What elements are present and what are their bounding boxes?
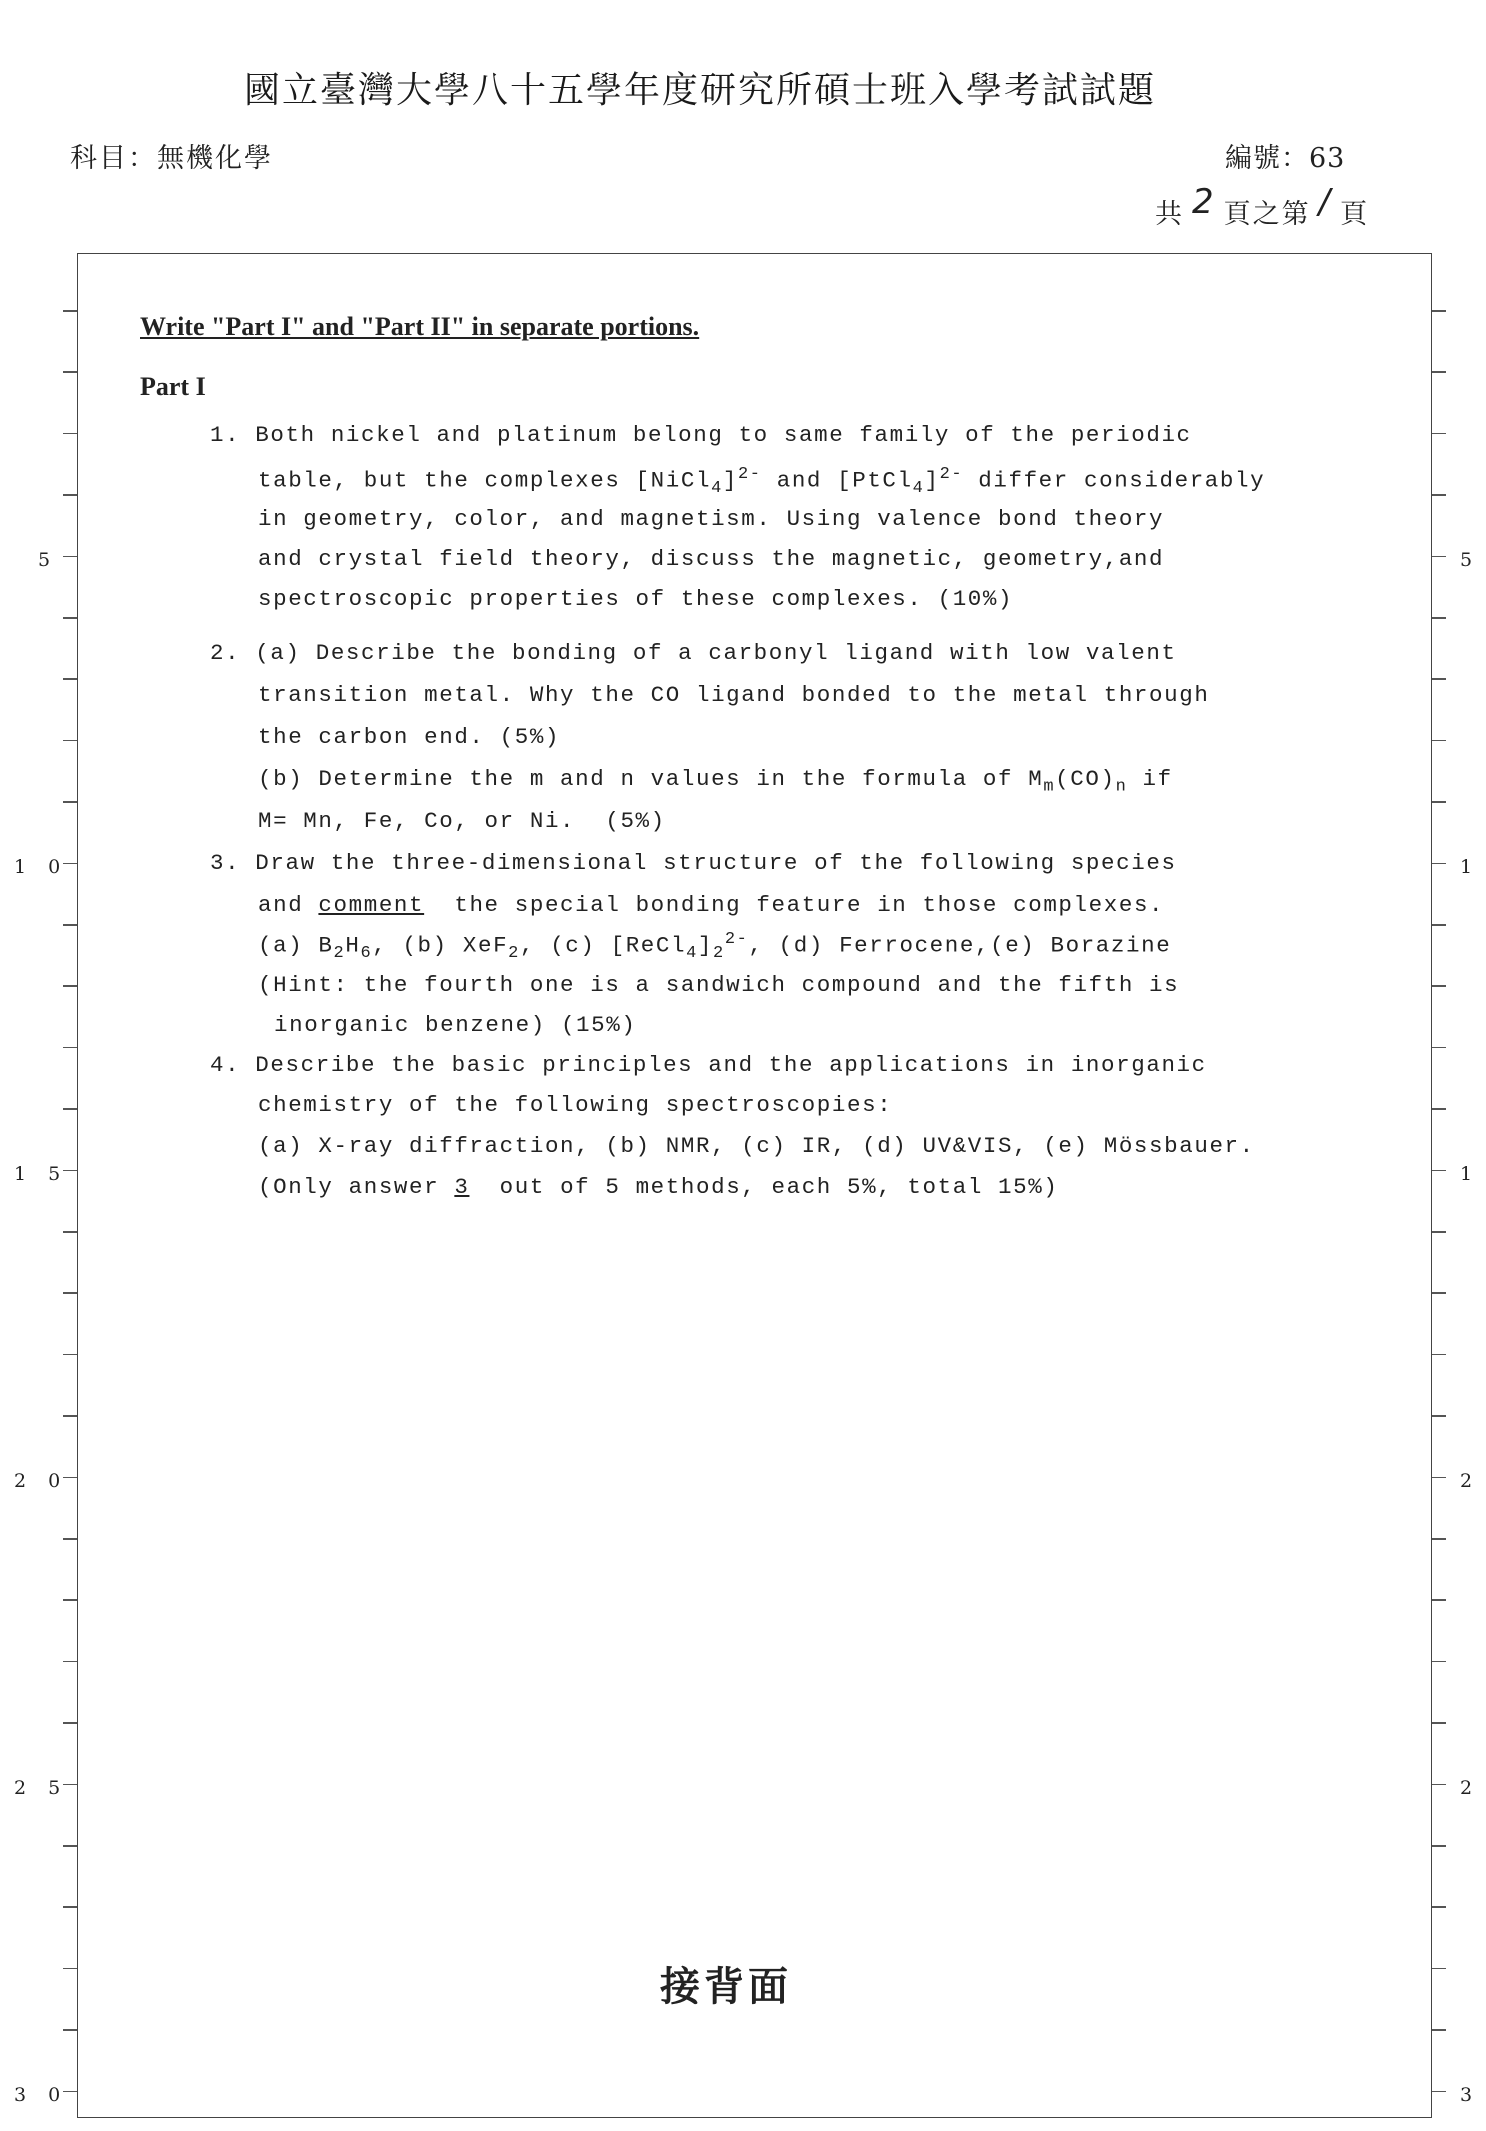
margin-tick [1432, 1599, 1446, 1601]
margin-tick [1432, 1170, 1446, 1172]
q3-sub: 2 [333, 944, 346, 963]
margin-tick [1432, 556, 1446, 558]
q3-text: , (c) [ReCl [519, 932, 687, 959]
margin-tick [63, 678, 77, 680]
margin-tick [63, 1047, 77, 1049]
margin-tick [1432, 2029, 1446, 2031]
subject-label: 科目：無機化學 [70, 143, 273, 174]
q1-text: ] [924, 467, 940, 494]
q1-sup: 2- [738, 465, 762, 484]
margin-number-right-15: 1 [1460, 1163, 1473, 1185]
margin-tick [1432, 1538, 1446, 1540]
q1-line-4: and crystal field theory, discuss the magnetic, geometry,and [258, 546, 1165, 572]
margin-tick [63, 1231, 77, 1233]
part-heading: Part I [140, 372, 206, 401]
margin-tick [1432, 1047, 1446, 1049]
margin-number-left-25: 2 5 [14, 1777, 69, 1799]
margin-tick [63, 433, 77, 435]
instruction: Write "Part I" and "Part II" in separate portions. [140, 312, 700, 341]
page-count [1155, 182, 1370, 232]
margin-tick [1432, 863, 1446, 865]
margin-tick [63, 494, 77, 496]
margin-tick [63, 1292, 77, 1294]
margin-tick [1432, 1477, 1446, 1479]
q3-text: the special bonding feature in those complexes. [424, 892, 1165, 918]
q1-text: and [PtCl [761, 467, 913, 494]
margin-tick [1432, 1906, 1446, 1908]
margin-number-left-5: 5 [38, 549, 59, 571]
margin-tick [1432, 1108, 1446, 1110]
continue-on-back: 接背面 [660, 1963, 792, 2010]
q3-line-2 [258, 892, 1164, 918]
q4-line-2: chemistry of the following spectroscopies: [258, 1092, 893, 1118]
page-total: 2 [1192, 182, 1216, 222]
margin-tick [63, 801, 77, 803]
margin-tick [1432, 985, 1446, 987]
q1-sub: 4 [711, 479, 723, 498]
margin-number-right-25: 2 [1460, 1777, 1473, 1799]
margin-tick [1432, 924, 1446, 926]
margin-tick [63, 1538, 77, 1540]
margin-number-right-30: 3 [1460, 2084, 1473, 2106]
q1-text: differ considerably [963, 467, 1266, 494]
margin-tick [63, 2029, 77, 2031]
q3-line-5: inorganic benzene) (15%) [274, 1012, 637, 1038]
margin-tick [1432, 310, 1446, 312]
margin-tick [63, 924, 77, 926]
q1-sub: 4 [912, 479, 925, 498]
q4-underlined-number: 3 [454, 1174, 470, 1200]
q3-text: ] [697, 932, 714, 959]
q3-text: (a) B [258, 932, 334, 959]
q2-line-2: transition metal. Why the CO ligand bonded to the metal through [258, 682, 1210, 708]
q2-text: (CO) [1055, 766, 1116, 792]
page-count-middle: 頁之第 [1223, 199, 1311, 230]
margin-tick [63, 556, 77, 558]
q2-sub: m [1043, 777, 1056, 797]
q1-line-2 [258, 465, 1265, 498]
margin-tick [63, 1599, 77, 1601]
page-count-suffix: 頁 [1340, 199, 1370, 230]
margin-number-left-15: 1 5 [14, 1163, 69, 1185]
margin-number-right-20: 2 [1460, 1470, 1473, 1492]
margin-tick [1432, 494, 1446, 496]
q4-text: (Only answer [258, 1174, 455, 1200]
q3-line-3 [258, 930, 1171, 963]
q1-text: ] [722, 467, 738, 494]
q3-sup: 2- [724, 930, 749, 949]
margin-number-left-10: 1 0 [14, 856, 69, 878]
q3-text: , (b) XeF [372, 932, 509, 959]
margin-tick [1432, 1722, 1446, 1724]
margin-tick [63, 1108, 77, 1110]
q4-line-3: (a) X-ray diffraction, (b) NMR, (c) IR, (d) UV&VIS, (e) Mössbauer. [258, 1133, 1255, 1159]
exam-title: 國立臺灣大學八十五學年度研究所碩士班入學考試試題 [243, 70, 1156, 111]
page-current: / [1318, 182, 1333, 222]
q4-text: out of 5 methods, each 5%, total 15%) [469, 1174, 1059, 1200]
q2-text: if [1127, 766, 1173, 792]
margin-number-left-30: 3 0 [14, 2084, 69, 2106]
q1-line-3: in geometry, color, and magnetism. Using valence bond theory [258, 506, 1165, 532]
q1-line-1: 1. Both nickel and platinum belong to same family of the periodic [210, 422, 1192, 448]
margin-tick [1432, 1845, 1446, 1847]
margin-tick [1432, 1661, 1446, 1663]
q3-line-4: (Hint: the fourth one is a sandwich compound and the fifth is [258, 972, 1180, 998]
q1-line-5: spectroscopic properties of these complexes. (10%) [258, 586, 1014, 612]
q3-line-1: 3. Draw the three-dimensional structure of the following species [210, 850, 1177, 876]
margin-tick [1432, 433, 1446, 435]
q2-line-4 [258, 766, 1173, 797]
margin-tick [1432, 740, 1446, 742]
margin-tick [1432, 617, 1446, 619]
margin-tick [63, 1722, 77, 1724]
margin-tick [63, 371, 77, 373]
q1-sup: 2- [939, 465, 964, 484]
q3-sub: 2 [508, 944, 520, 963]
q4-line-4 [258, 1174, 1058, 1200]
margin-tick [63, 1415, 77, 1417]
margin-tick [1432, 1784, 1446, 1786]
q2-line-3: the carbon end. (5%) [258, 724, 561, 750]
margin-tick [63, 310, 77, 312]
margin-tick [1432, 678, 1446, 680]
margin-tick [63, 617, 77, 619]
q2-sub: n [1115, 777, 1128, 797]
page-count-prefix: 共 [1155, 199, 1184, 230]
margin-tick [1432, 1292, 1446, 1294]
margin-number-left-20: 2 0 [14, 1470, 69, 1492]
q2-line-1: 2. (a) Describe the bonding of a carbonyl ligand with low valent [210, 640, 1177, 666]
margin-tick [63, 740, 77, 742]
margin-tick [1432, 801, 1446, 803]
margin-tick [63, 1354, 77, 1356]
q3-sub: 2 [713, 944, 725, 963]
q3-sub: 6 [360, 944, 373, 963]
q3-text: , (d) Ferrocene,(e) Borazine [748, 932, 1172, 959]
margin-tick [1432, 1354, 1446, 1356]
margin-tick [63, 1661, 77, 1663]
margin-number-right-10: 1 [1460, 856, 1473, 878]
q3-text: and [258, 892, 319, 918]
margin-tick [1432, 1968, 1446, 1970]
margin-number-right-5: 5 [1460, 549, 1473, 571]
q3-sub: 4 [686, 944, 698, 963]
margin-tick [63, 1845, 77, 1847]
margin-tick [63, 1968, 77, 1970]
q1-text: table, but the complexes [NiCl [258, 467, 712, 494]
q4-line-1: 4. Describe the basic principles and the applications in inorganic [210, 1052, 1207, 1078]
q3-text: H [345, 932, 361, 959]
margin-tick [1432, 1231, 1446, 1233]
margin-tick [1432, 2091, 1446, 2093]
q2-line-5: M= Mn, Fe, Co, or Ni. (5%) [258, 808, 666, 834]
margin-tick [63, 985, 77, 987]
q3-underlined-word: comment [318, 892, 425, 918]
margin-tick [1432, 371, 1446, 373]
exam-code: 編號：63 [1225, 143, 1346, 174]
q2-text: (b) Determine the m and n values in the formula of M [258, 766, 1044, 792]
margin-tick [63, 1906, 77, 1908]
margin-tick [1432, 1415, 1446, 1417]
